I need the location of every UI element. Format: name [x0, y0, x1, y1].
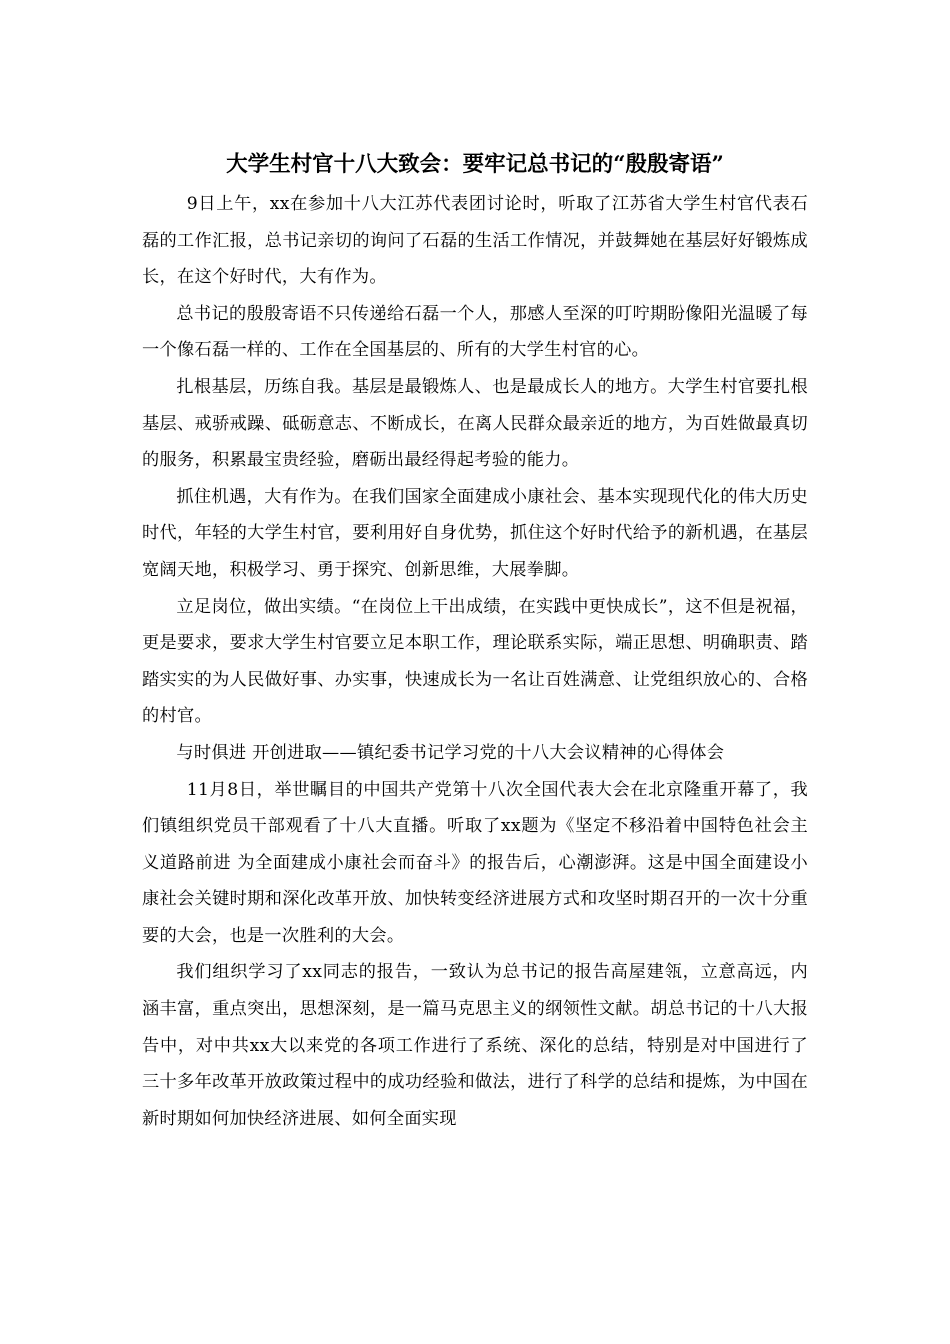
paragraph-5: 立足岗位，做出实绩。“在岗位上干出成绩，在实践中更快成长”，这不但是祝福，更是要求，要求大学生村官要立足本职工作，理论联系实际，端正思想、明确职责、踏踏实实的为人民做好事、办实事，快速成长为一名让百姓满意、让党组织放心的、合格的村官。	[142, 596, 808, 727]
document-title: 大学生村官十八大致会：要牢记总书记的“殷殷寄语”	[226, 152, 724, 177]
paragraph-4: 抓住机遇，大有作为。在我们国家全面建成小康社会、基本实现现代化的伟大历史时代，年轻的大学生村官，要利用好自身优势，抓住这个好时代给予的新机遇，在基层宽阔天地，积极学习、勇于探究、创新思维，大展拳脚。	[142, 486, 808, 580]
paragraph-3: 扎根基层，历练自我。基层是最锻炼人、也是最成长人的地方。大学生村官要扎根基层、戒骄戒躁、砥砺意志、不断成长，在离人民群众最亲近的地方，为百姓做最真切的服务，积累最宝贵经验，磨砺出最经得起考验的能力。	[142, 376, 808, 471]
section2-paragraph-1: 11月8日，举世瞩目的中国共产党第十八次全国代表大会在北京隆重开幕了，我们镇组织党员干部观看了十八大直播。听取了xx题为《坚定不移沿着中国特色社会主义道路前进 为全面建成小康社会而奋斗》的报告后，心潮澎湃。这是中国全面建设小康社会关键时期和深化改革开放、加快转变经济进展方式和攻坚时期召开的一次十分重要的大会，也是一次胜利的大会。	[142, 779, 808, 946]
paragraph-1: 9日上午，xx在参加十八大江苏代表团讨论时，听取了江苏省大学生村官代表石磊的工作汇报，总书记亲切的询问了石磊的生活工作情况，并鼓舞她在基层好好锻炼成长，在这个好时代，大有作为。	[142, 194, 808, 288]
section2-paragraph-2: 我们组织学习了xx同志的报告，一致认为总书记的报告高屋建瓴，立意高远，内涵丰富，重点突出，思想深刻，是一篇马克思主义的纲领性文献。胡总书记的十八大报告中，对中共xx大以来党的各项工作进行了系统、深化的总结，特别是对中国进行了三十多年改革开放政策过程中的成功经验和做法，进行了科学的总结和提炼，为中国在新时期如何加快经济进展、如何全面实现	[142, 962, 808, 1129]
section2-heading: 与时俱进 开创进取——镇纪委书记学习党的十八大会议精神的心得体会	[176, 742, 725, 763]
paragraph-2: 总书记的殷殷寄语不只传递给石磊一个人，那感人至深的叮咛期盼像阳光温暖了每一个像石磊一样的、工作在全国基层的、所有的大学生村官的心。	[142, 303, 808, 361]
document-body	[142, 148, 808, 1137]
